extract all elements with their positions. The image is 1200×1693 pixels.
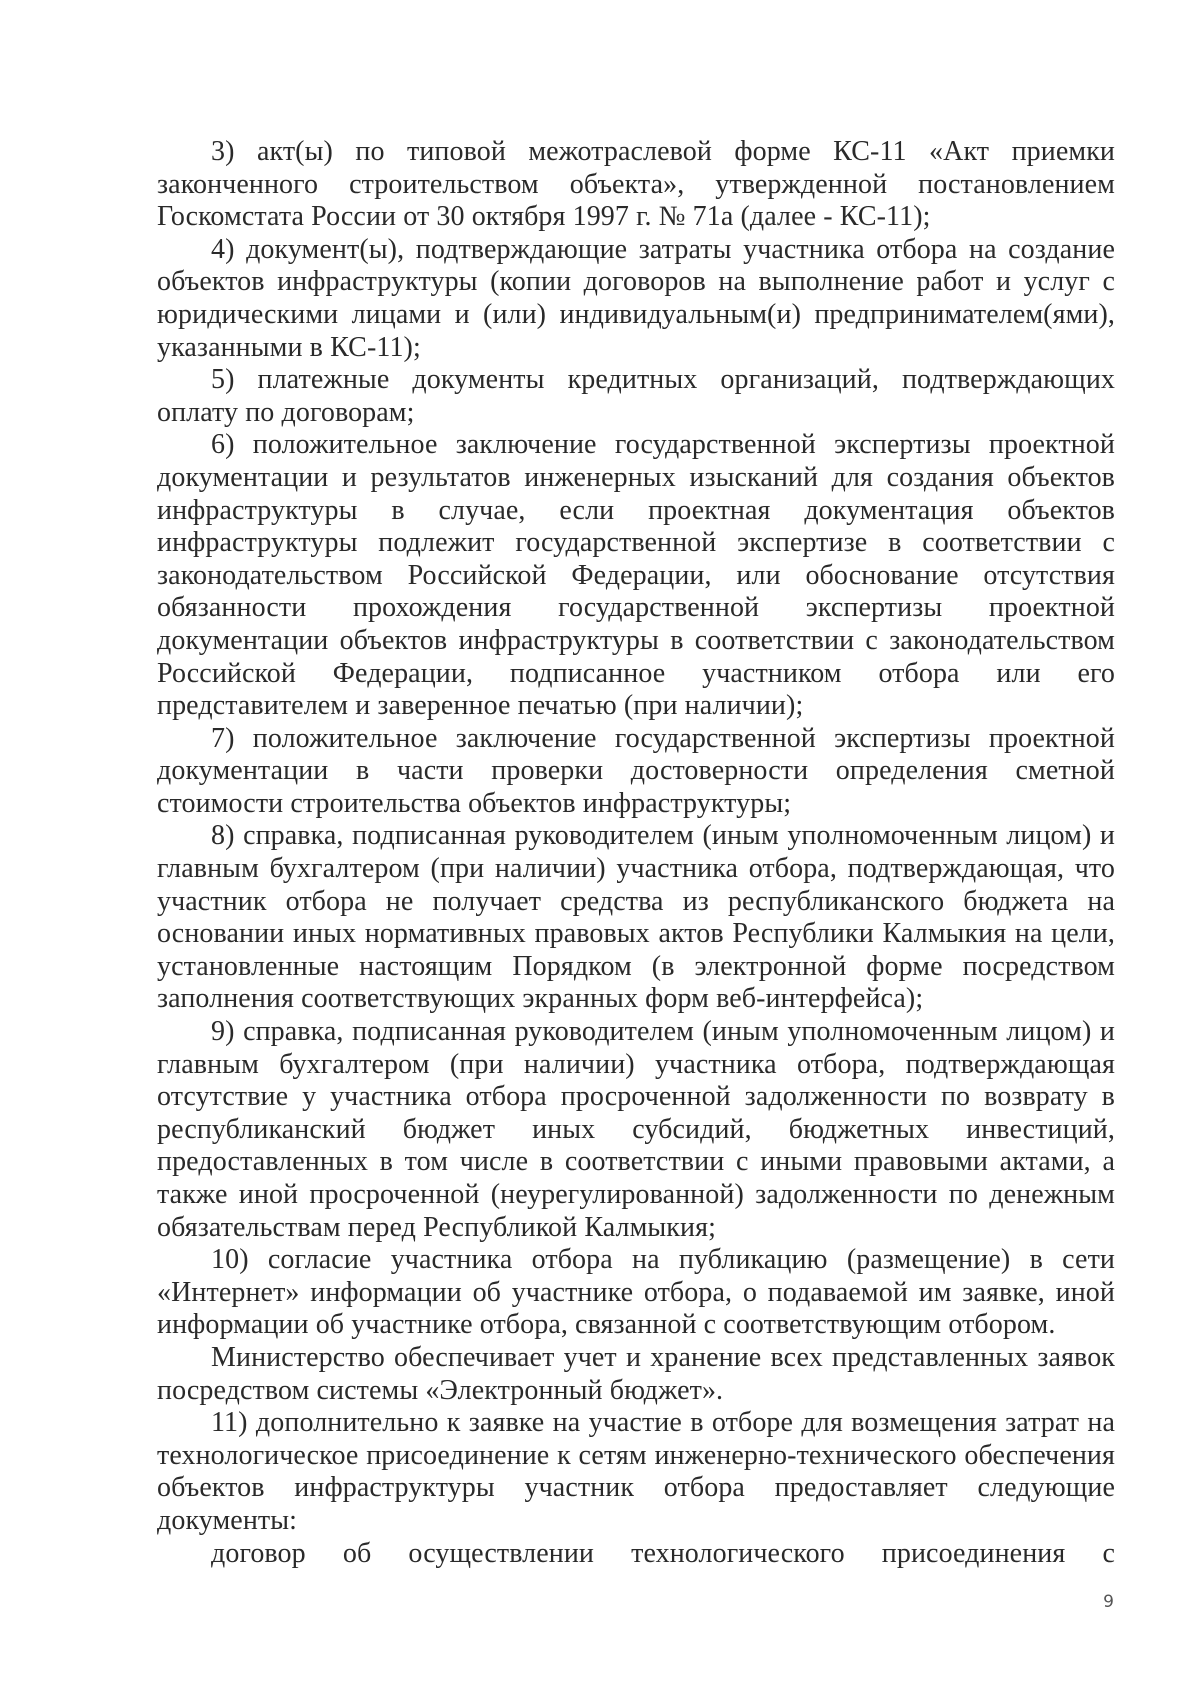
paragraph-item-5: 5) платежные документы кредитных организаций, подтверждающих оплату по договорам; [157, 364, 1115, 428]
page-number: 9 [1103, 1592, 1114, 1612]
paragraph-item-7: 7) положительное заключение государственной экспертизы проектной документации в части проверки достоверности определения сметной стоимости строительства объектов инфраструктуры; [157, 722, 1115, 819]
paragraph-item-8: 8) справка, подписанная руководителем (иным уполномоченным лицом) и главным бухгалтером (при наличии) участника отбора, подтверждающая, что участник отбора не получает средства из республиканского бюджета на основании иных нормативных правовых актов Республики Калмыкия на цели, установленные настоящим Порядком (в электронной форме посредством заполнения соответствующих экранных форм веб-интерфейса); [157, 820, 1115, 1015]
paragraph-item-11: 11) дополнительно к заявке на участие в отборе для возмещения затрат на технологическое присоединение к сетям инженерно-технического обеспечения объектов инфраструктуры участник отбора предоставляет следующие документы: [157, 1407, 1115, 1536]
paragraph-item-3: 3) акт(ы) по типовой межотраслевой форме КС-11 «Акт приемки законченного строительством объекта», утвержденной постановлением Госкомстата России от 30 октября 1997 г. № 71а (далее - КС-11); [157, 136, 1115, 233]
paragraph-contract: договор об осуществлении технологического присоединения с [211, 1537, 1115, 1569]
paragraph-item-9: 9) справка, подписанная руководителем (иным уполномоченным лицом) и главным бухгалтером (при наличии) участника отбора, подтверждающая отсутствие у участника отбора просроченной задолженности по возврату в республиканский бюджет иных субсидий, бюджетных инвестиций, предоставленных в том числе в соответствии с иными правовыми актами, а также иной просроченной (неурегулированной) задолженности по денежным обязательствам перед Республикой Калмыкия; [157, 1016, 1115, 1243]
paragraph-ministry-note: Министерство обеспечивает учет и хранение всех представленных заявок посредством системы «Электронный бюджет». [157, 1341, 1115, 1406]
paragraph-item-6: 6) положительное заключение государственной экспертизы проектной документации и результатов инженерных изысканий для создания объектов инфраструктуры в случае, если проектная документация объектов инфраструктуры подлежит государственной экспертизе в соответствии с законодательством Российской Федерации, или обоснование отсутствия обязанности прохождения государственной экспертизы проектной документации объектов инфраструктуры в соответствии с законодательством Российской Федерации, подписанное участником отбора или его представителем и заверенное печатью (при наличии); [157, 429, 1115, 722]
document-body [157, 136, 1115, 1570]
paragraph-item-10: 10) согласие участника отбора на публикацию (размещение) в сети «Интернет» информации об участнике отбора, о подаваемой им заявке, иной информации об участнике отбора, связанной с соответствующим отбором. [157, 1244, 1115, 1341]
paragraph-item-4: 4) документ(ы), подтверждающие затраты участника отбора на создание объектов инфраструктуры (копии договоров на выполнение работ и услуг с юридическими лицами и (или) индивидуальным(и) предпринимателем(ями), указанными в КС-11); [157, 233, 1115, 363]
